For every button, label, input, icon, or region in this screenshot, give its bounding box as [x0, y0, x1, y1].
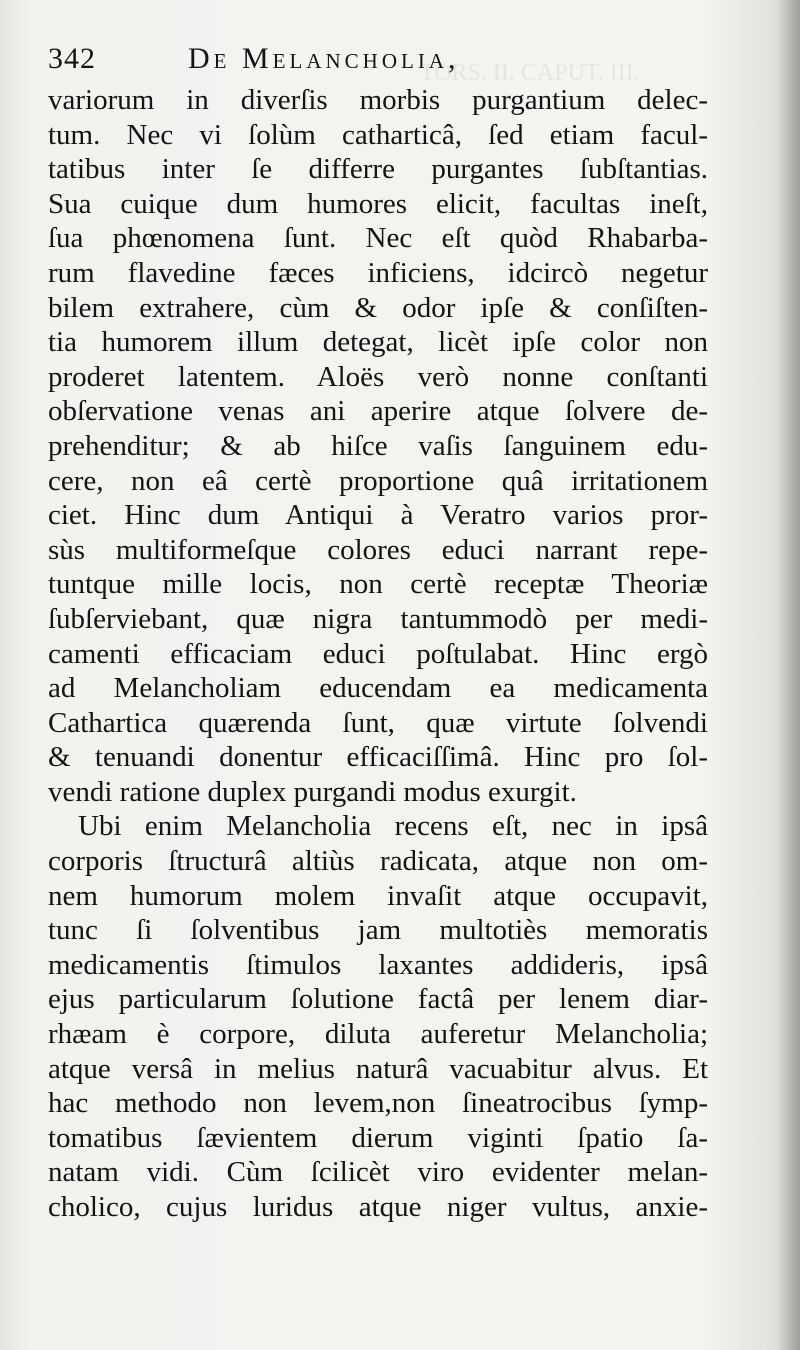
text-line: ſua phœnomena ſunt. Nec eſt quòd Rhabarba-	[48, 222, 708, 255]
text-line: ciet. Hinc dum Antiqui à Veratro varios pror-	[48, 499, 708, 532]
text-line: tatibus inter ſe differre purgantes ſubſtantias.	[48, 153, 708, 186]
text-line: corporis ſtructurâ altiùs radicata, atque non om-	[48, 845, 708, 878]
text-line: natam vidi. Cùm ſcilicèt viro evidenter melan-	[48, 1156, 708, 1189]
text-line: cere, non eâ certè proportione quâ irritationem	[48, 464, 708, 497]
running-head: De Melancholia,	[188, 42, 460, 75]
text-line: variorum in diverſis morbis purgantium delec-	[48, 84, 708, 116]
text-line: hac methodo non levem,non ſineatrocibus ſymp-	[48, 1087, 708, 1120]
page-header	[48, 42, 728, 82]
text-line: tum. Nec vi ſolùm catharticâ, ſed etiam facul-	[48, 118, 708, 151]
text-line: obſervatione venas ani aperire atque ſolvere de-	[48, 395, 708, 428]
paragraph-end-line: vendi ratione duplex purgandi modus exurgit.	[48, 775, 577, 808]
text-line: Sua cuique dum humores elicit, facultas ineſt,	[48, 187, 708, 220]
body-text	[48, 83, 708, 1225]
text-line: & tenuandi donentur efficaciſſimâ. Hinc pro ſol-	[48, 741, 708, 774]
text-line: ejus particularum ſolutione factâ per lenem diar-	[48, 983, 708, 1016]
text-line: proderet latentem. Aloës verò nonne conſtanti	[48, 360, 708, 393]
text-line: atque versâ in melius naturâ vacuabitur alvus. Et	[48, 1052, 708, 1085]
spine-shadow	[778, 0, 800, 1350]
text-line: rhæam è corpore, diluta auferetur Melancholia;	[48, 1018, 708, 1051]
text-line: camenti efficaciam educi poſtulabat. Hinc ergò	[48, 637, 708, 670]
text-line: bilem extrahere, cùm & odor ipſe & conſiſten-	[48, 291, 708, 324]
text-line: rum flavedine fæces inficiens, idcircò negetur	[48, 256, 708, 289]
text-line: prehenditur; & ab hiſce vaſis ſanguinem edu-	[48, 429, 708, 462]
text-line: ad Melancholiam educendam ea medicamenta	[48, 672, 708, 705]
text-line: sùs multiformeſque colores educi narrant repe-	[48, 533, 708, 566]
text-line: tunc ſi ſolventibus jam multotiès memoratis	[48, 914, 708, 947]
text-line: Cathartica quærenda ſunt, quæ virtute ſolvendi	[48, 706, 708, 739]
text-line: tuntque mille locis, non certè receptæ Theoriæ	[48, 568, 708, 601]
bleed-through-text: TORS. II. CAPUT. III.	[420, 60, 640, 86]
text-line: medicamentis ſtimulos laxantes addideris, ipsâ	[48, 948, 708, 981]
text-line: tia humorem illum detegat, licèt ipſe color non	[48, 326, 708, 359]
text-line: ſubſerviebant, quæ nigra tantummodò per medi-	[48, 602, 708, 635]
page-number: 342	[48, 42, 96, 75]
text-line: cholico, cujus luridus atque niger vultus, anxie-	[48, 1191, 708, 1223]
text-line: tomatibus ſævientem dierum viginti ſpatio ſa-	[48, 1121, 708, 1154]
paragraph-start-line: Ubi enim Melancholia recens eſt, nec in ipsâ	[78, 810, 708, 843]
text-line: nem humorum molem invaſit atque occupavit,	[48, 879, 708, 912]
